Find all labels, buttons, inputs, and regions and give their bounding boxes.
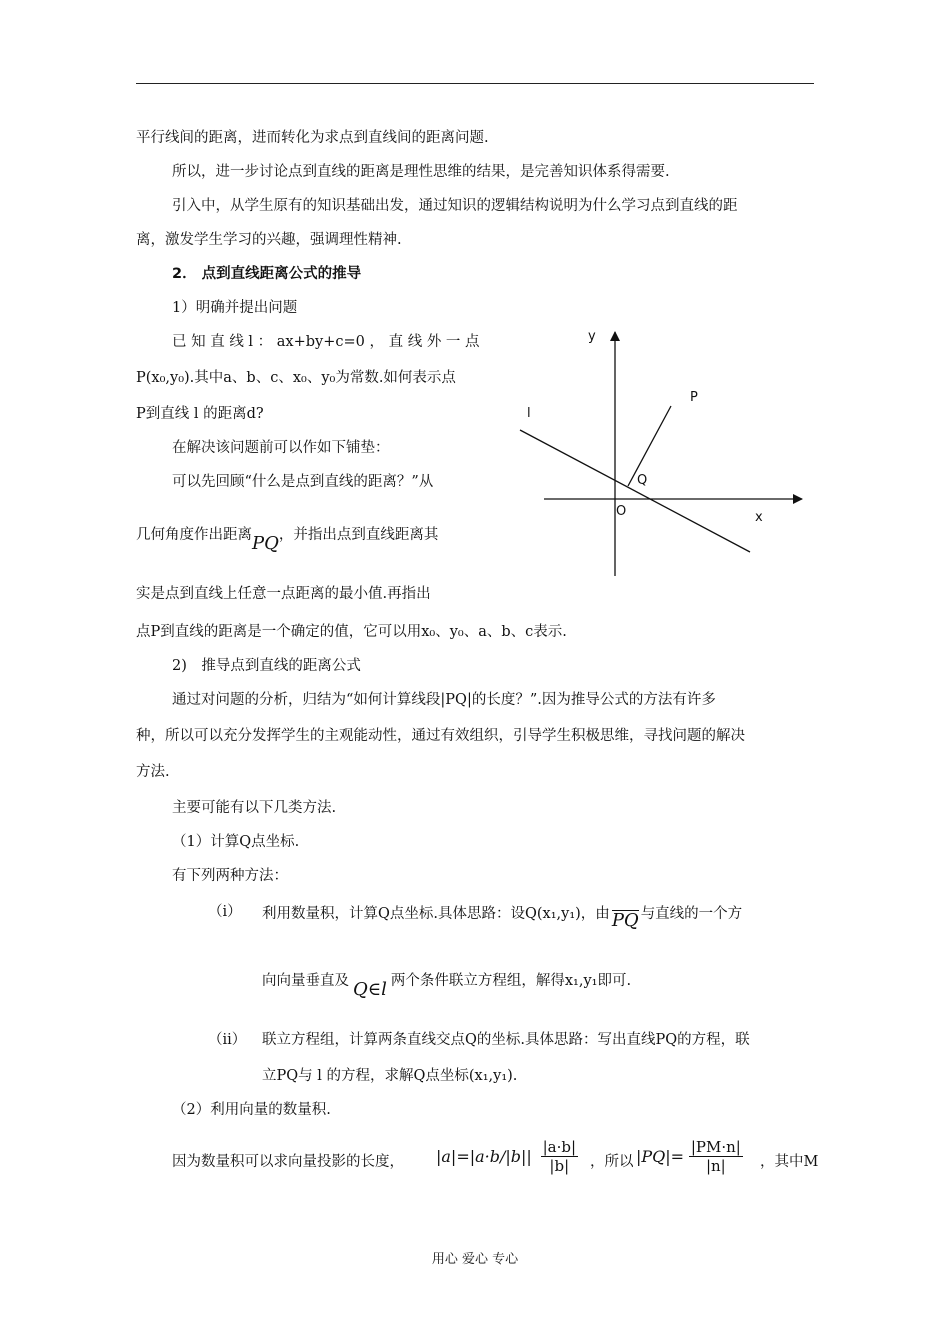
pq-symbol: PQ <box>252 533 279 554</box>
question-line-7: 实是点到直线上任意一点距离的最小值.再指出 <box>136 586 431 602</box>
paragraph-3a: 引入中，从学生原有的知识基础出发，通过知识的逻辑结构说明为什么学习点到直线的距 <box>172 198 738 214</box>
item-ii-line-2: 立PQ与 l 的方程，求解Q点坐标(x₁,y₁). <box>262 1068 518 1084</box>
x-axis-label: x <box>755 510 763 525</box>
q-in-l-symbol: Q∈l <box>353 979 387 1000</box>
header-rule <box>136 83 814 84</box>
question-line-6 <box>136 524 439 554</box>
point-p-label: P <box>690 390 698 405</box>
line-l-label: l <box>527 406 531 421</box>
question-line-4: 在解决该问题前可以作如下铺垫： <box>172 440 390 456</box>
item-i-text-b: 与直线的一个方 <box>640 906 743 922</box>
question-line-5: 可以先回顾“什么是点到直线的距离？”从 <box>172 474 434 490</box>
projection-formula <box>436 1138 578 1175</box>
projection-numerator: |a·b| <box>542 1138 576 1156</box>
last-line <box>172 1152 404 1172</box>
y-axis-label: y <box>588 329 596 344</box>
question-line-8: 点P到直线的距离是一个确定的值，它可以用x₀、y₀、a、b、c表示. <box>136 624 567 640</box>
distance-numerator: |PM·n| <box>690 1138 741 1156</box>
question-line-1: 已 知 直 线 l ： ax+by+c=0 ， 直 线 外 一 点 <box>172 334 480 350</box>
item-i-text-a: 利用数量积，计算Q点坐标.具体思路：设Q(x₁,y₁)，由 <box>262 906 610 922</box>
method-2: （2）利用向量的数量积. <box>172 1102 331 1118</box>
paragraph-3b: 离，激发学生学习的兴趣，强调理性精神. <box>136 232 402 248</box>
item-i-text-c: 向向量垂直及 <box>262 973 349 989</box>
question-line-2: P(x₀,y₀).其中a、b、c、x₀、y₀为常数.如何表示点 <box>136 370 456 386</box>
point-q-label: Q <box>637 473 648 488</box>
method-1: （1）计算Q点坐标. <box>172 834 300 850</box>
question-line-3: P到直线 l 的距离d? <box>136 406 264 422</box>
paragraph-r2: 主要可能有以下几类方法. <box>172 800 337 816</box>
pq-abs-lhs: |PQ|= <box>636 1147 685 1166</box>
segment-pq <box>628 406 671 486</box>
origin-label: O <box>616 504 627 519</box>
distance-fraction <box>689 1138 743 1175</box>
item-i-text-d: 两个条件联立方程组，解得x₁,y₁即可. <box>390 973 632 989</box>
paragraph-r1b: 种，所以可以充分发挥学生的主观能动性，通过有效组织，引导学生积极思维，寻找问题的解决 <box>136 728 745 744</box>
paragraph-1: 平行线间的距离，进而转化为求点到直线间的距离问题. <box>136 130 489 146</box>
question-line-6-a: 几何角度作出距离 <box>136 527 252 543</box>
page-footer: 用心 爱心 专心 <box>431 1252 519 1267</box>
distance-denominator: |n| <box>705 1157 726 1175</box>
projection-lhs: |a|=|a·b/|b|| <box>436 1147 532 1166</box>
item-i-label: （i） <box>208 904 242 920</box>
line-l <box>520 430 750 552</box>
last-text-a: 因为数量积可以求向量投影的长度， <box>172 1154 404 1170</box>
paragraph-2: 所以，进一步讨论点到直线的距离是理性思维的结果，是完善知识体系得需要. <box>172 164 670 180</box>
section-heading: 2． 点到直线距离公式的推导 <box>172 266 362 282</box>
coordinate-figure <box>512 322 812 584</box>
paragraph-r1c: 方法. <box>136 764 170 780</box>
last-text-c: ，其中M <box>760 1154 819 1170</box>
question-line-6-b: ，并指出点到直线距离其 <box>278 527 439 543</box>
item-i-line-2 <box>262 970 632 1000</box>
subheading-2: 2) 推导点到直线的距离公式 <box>172 658 361 674</box>
item-ii-line-1: 联立方程组，计算两条直线交点Q的坐标.具体思路：写出直线PQ的方程，联 <box>262 1032 750 1048</box>
item-ii-label: （ii） <box>208 1032 247 1048</box>
vector-pq: PQ <box>611 910 639 931</box>
projection-denominator: |b| <box>549 1157 570 1175</box>
paragraph-r1a: 通过对问题的分析，归结为“如何计算线段|PQ|的长度？”.因为推导公式的方法有许多 <box>172 692 716 708</box>
distance-formula <box>636 1138 743 1175</box>
subheading-1: 1）明确并提出问题 <box>172 300 298 316</box>
last-text-b: ，所以 <box>590 1154 634 1170</box>
method-1-intro: 有下列两种方法： <box>172 868 288 884</box>
item-i-line-1 <box>262 902 743 931</box>
projection-fraction <box>541 1138 578 1175</box>
